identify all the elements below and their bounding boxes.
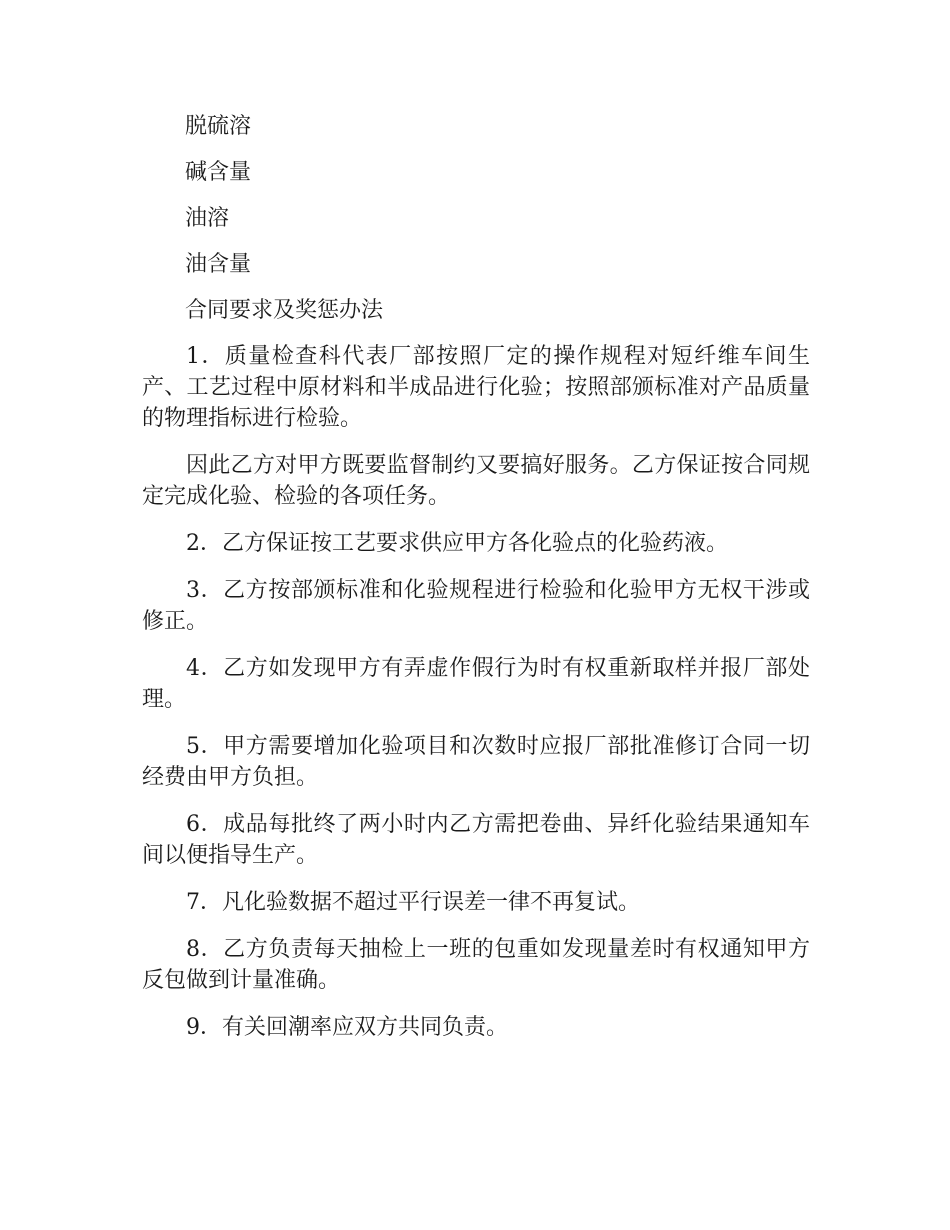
line-desulfurization-solution: 脱硫溶 [185,114,252,139]
line-alkali-content: 碱含量 [185,160,252,185]
clause-1-continued: 因此乙方对甲方既要监督制约又要搞好服务。乙方保证按合同规定完成化验、检验的各项任务。 [142,453,810,509]
section-heading: 合同要求及奖惩办法 [185,298,384,323]
clause-7: 7．凡化验数据不超过平行误差一律不再复试。 [186,890,640,915]
clause-6: 6．成品每批终了两小时内乙方需把卷曲、异纤化验结果通知车间以便指导生产。 [142,812,810,868]
clause-9: 9．有关回潮率应双方共同负责。 [186,1015,508,1040]
document-body [142,111,810,1043]
clause-3: 3．乙方按部颁标准和化验规程进行检验和化验甲方无权干涉或修正。 [142,578,810,634]
clause-8: 8．乙方负责每天抽检上一班的包重如发现量差时有权通知甲方反包做到计量准确。 [142,937,810,993]
clause-4: 4．乙方如发现甲方有弄虚作假行为时有权重新取样并报厂部处理。 [142,656,810,712]
line-oil-solution: 油溶 [185,206,230,231]
line-oil-content: 油含量 [185,252,252,277]
clause-2: 2．乙方保证按工艺要求供应甲方各化验点的化验药液。 [186,531,728,556]
clause-5: 5．甲方需要增加化验项目和次数时应报厂部批准修订合同一切经费由甲方负担。 [142,734,810,790]
clause-1: 1．质量检查科代表厂部按照厂定的操作规程对短纤维车间生产、工艺过程中原材料和半成品进行化验；按照部颁标准对产品质量的物理指标进行检验。 [142,344,810,431]
